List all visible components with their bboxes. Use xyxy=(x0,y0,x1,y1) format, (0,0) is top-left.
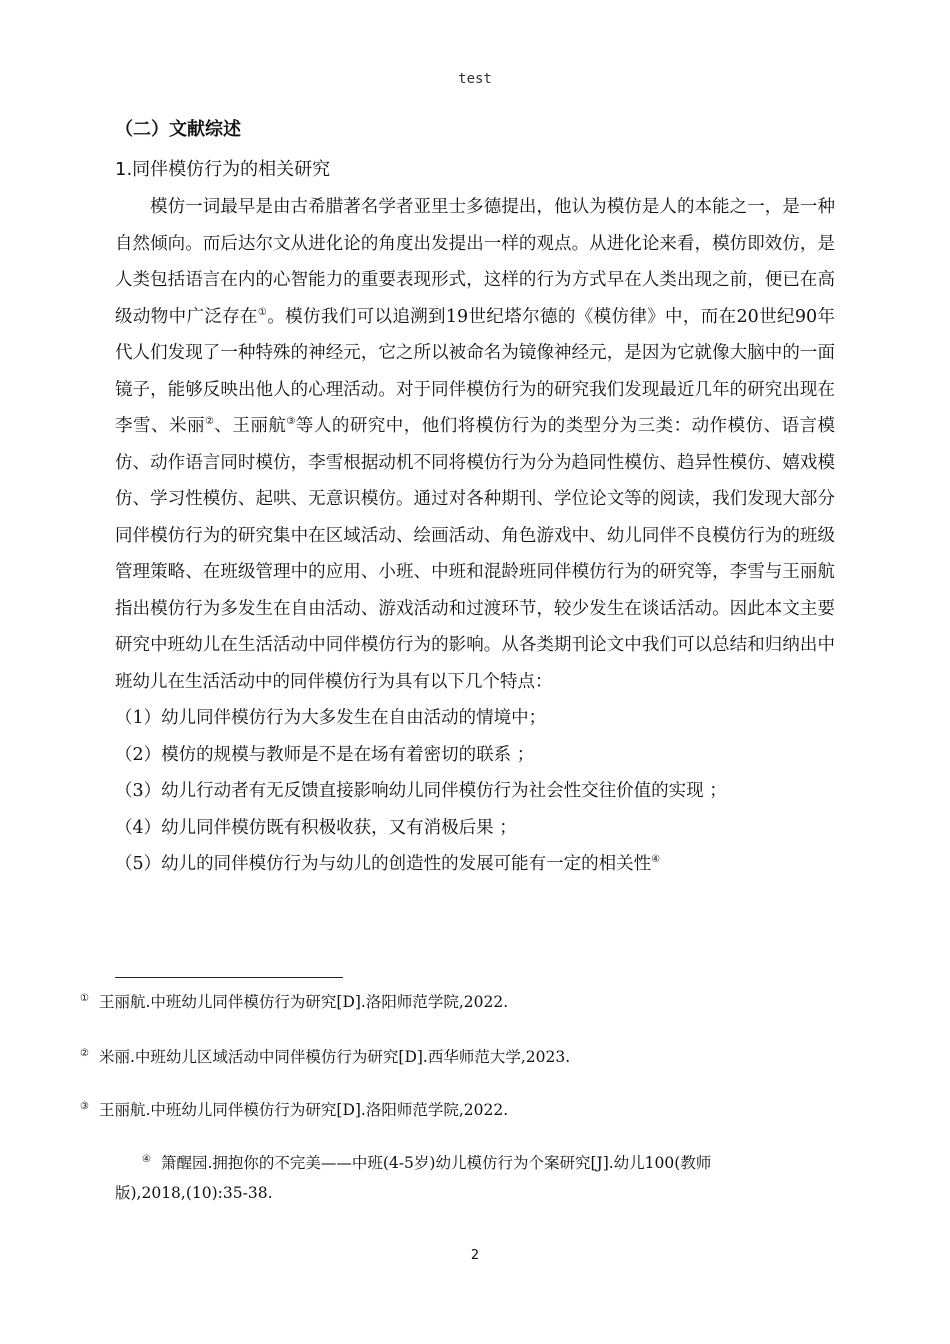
footnote-text: 王丽航.中班幼儿同伴模仿行为研究[D].洛阳师范学院,2022. xyxy=(98,1101,509,1120)
footnote-ref-2: ② xyxy=(204,416,215,428)
paragraph-text: 等人的研究中，他们将模仿行为的类型分为三类：动作模仿、语言模仿、动作语言同时模仿，李雪根据动机不同将模仿行为分为趋同性模仿、趋异性模仿、嬉戏模仿、学习性模仿、起哄、无意识模仿。通过对各种期刊、学位论文等的阅读，我们发现大部分同伴模仿行为的研究集中在区域活动、绘画活动、角色游戏中、幼儿同伴不良模仿行为的班级管理策略、在班级管理中的应用、小班、中班和混龄班同伴模仿行为的研究等，李雪与王丽航指出模仿行为多发生在自由活动、游戏活动和过渡环节，较少发生在谈话活动。因此本文主要研究中班幼儿在生活活动中同伴模仿行为的影响。从各类期刊论文中我们可以总结和归纳出中班幼儿在生活活动中的同伴模仿行为具有以下几个特点： xyxy=(115,416,836,692)
footnote-3 xyxy=(80,1092,840,1125)
footnote-mark: ④ xyxy=(142,1154,151,1165)
list-item xyxy=(115,846,835,883)
footnote-ref-1: ① xyxy=(257,306,268,318)
footnote-ref-3: ③ xyxy=(286,416,296,428)
page-number: 2 xyxy=(470,1248,480,1263)
list-item: （1）幼儿同伴模仿行为大多发生在自由活动的情境中； xyxy=(115,708,547,728)
footnote-2 xyxy=(80,1039,840,1072)
paragraph-text: 。模仿我们可以追溯到19世纪塔尔德的《模仿律》中，而在20世纪90年代人们发现了一种特殊的神经元，它之所以被命名为镜像神经元，是因为它就像大脑中的一面镜子，能够反映出他人的心理活动。对于同伴模仿行为的研究我们发现最近几年的研究出现在李雪、米丽 xyxy=(115,306,836,436)
footnote-1 xyxy=(80,984,840,1017)
body-text xyxy=(115,189,835,883)
footnote-text-continued: 版),2018,(10):35-38. xyxy=(115,1184,273,1203)
paragraph-text: 模仿一词最早是由古希腊著名学者亚里士多德提出，他认为模仿是人的本能之一，是一种自然倾向。而后达尔文从进化论的角度出发提出一样的观点。从进化论来看，模仿即效仿，是人类包括语言在内的心智能力的重要表现形式，这样的行为方式早在人类出现之前，便已在高级动物中广泛存在 xyxy=(115,197,835,327)
list-item: （2）模仿的规模与教师是不是在场有着密切的联系 ； xyxy=(115,744,535,765)
footnote-divider xyxy=(115,977,343,978)
section-title: （二）文献综述 xyxy=(115,119,241,140)
list-item: （3）幼儿行动者有无反馈直接影响幼儿同伴模仿行为社会性交往价值的实现 ； xyxy=(115,781,727,801)
sub-title: 1.同伴模仿行为的相关研究 xyxy=(115,159,331,180)
footnote-text: 王丽航.中班幼儿同伴模仿行为研究[D].洛阳师范学院,2022. xyxy=(98,993,509,1012)
list-item-text: （5）幼儿的同伴模仿行为与幼儿的创造性的发展可能有一定的相关性 xyxy=(115,854,652,874)
main-paragraph xyxy=(115,189,835,700)
footnote-mark: ① xyxy=(80,993,89,1004)
list-item: （4）幼儿同伴模仿既有积极收获，又有消极后果 ； xyxy=(115,817,517,838)
paragraph-text: 、王丽航 xyxy=(214,416,287,436)
footnote-text: 米丽.中班幼儿区域活动中同伴模仿行为研究[D].西华师范大学,2023. xyxy=(98,1048,571,1067)
footnote-text: 箫醒园.拥抱你的不完美——中班(4-5岁)幼儿模仿行为个案研究[J].幼儿100(教师 xyxy=(160,1154,712,1173)
footnote-4 xyxy=(115,1145,842,1208)
page-header: test xyxy=(458,71,492,87)
footnote-ref-4: ④ xyxy=(651,854,661,866)
footnote-mark: ③ xyxy=(80,1101,89,1112)
footnote-mark: ② xyxy=(80,1048,89,1059)
